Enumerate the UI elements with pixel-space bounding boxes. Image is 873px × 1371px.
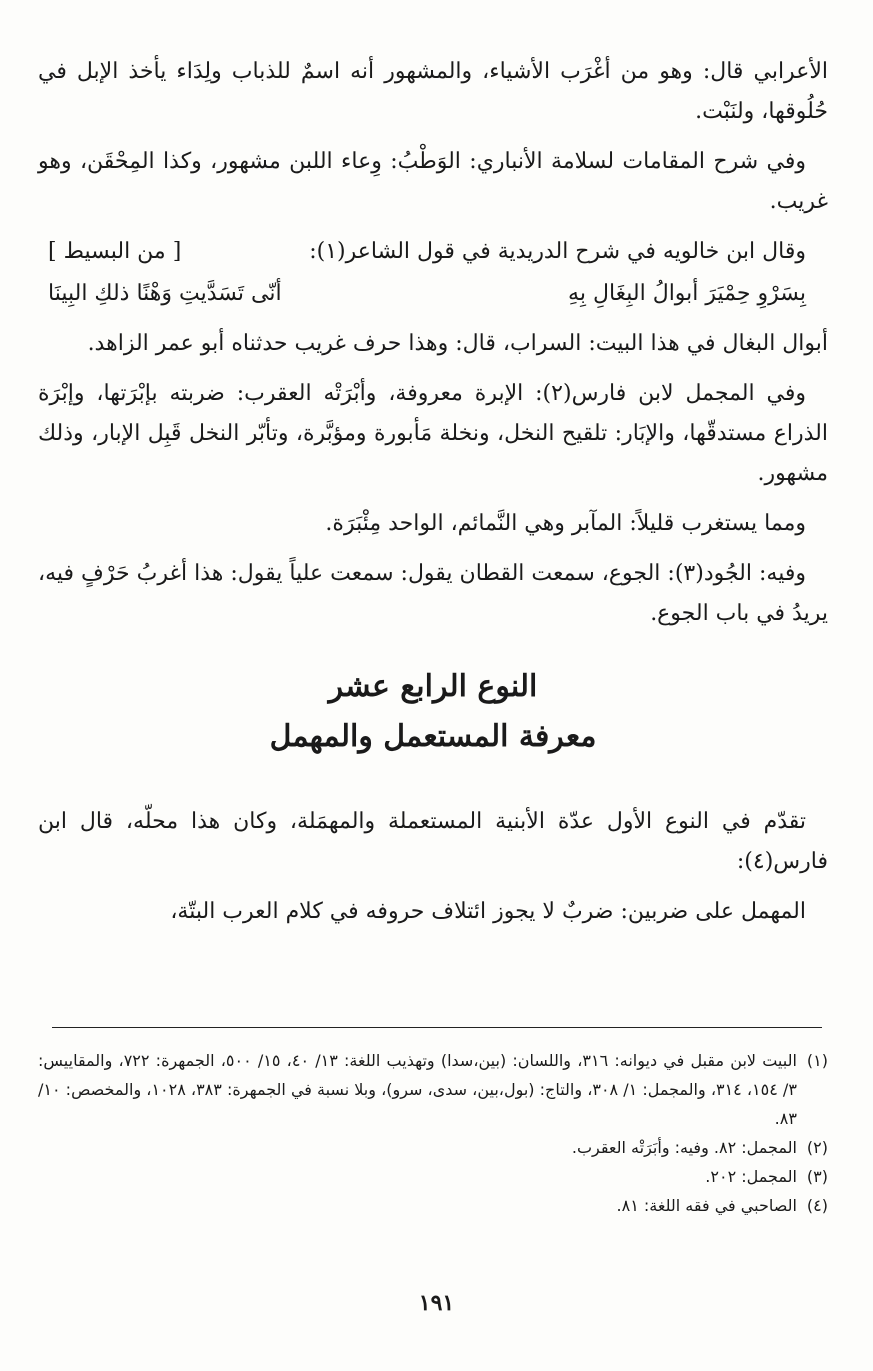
footnote-text: البيت لابن مقبل في ديوانه: ٣١٦، واللسان: (بين،سدا) وتهذيب اللغة: ١٣/ ٤٠، ١٥/ ٥٠٠، الجمهرة: ٧٢٢، والمقاييس: ٣/ ١٥٤، ٣١٤، والمجمل: ١/ ٣٠٨، والتاج: (بول،بين، سدى، سرو)، وبلا نسبة في الجمهرة: ٣٨٣، ١٠٢٨، والمخصص: ١٠/ ٨٣. [38, 1051, 797, 1128]
footnote-divider [52, 1027, 822, 1028]
footnote-number: (٢) [806, 1138, 828, 1157]
page-body [38, 52, 828, 942]
paragraph: المهمل على ضربين: ضربٌ لا يجوز ائتلاف حروفه في كلام العرب البتّة، [170, 899, 806, 924]
footnote [38, 1162, 828, 1191]
verse-hemistich-second: أنّى تَسَدَّيتِ وَهْنًا ذلكِ البِينَا [48, 281, 282, 306]
paragraph: تقدّم في النوع الأول عدّة الأبنية المستعملة والمهمَلة، وكان هذا محلّه، قال ابن فارس(٤): [38, 809, 828, 874]
verse-intro-text: وقال ابن خالويه في شرح الدريدية في قول الشاعر(١): [309, 239, 806, 264]
footnote [38, 1046, 828, 1133]
footnote-number: (١) [806, 1051, 828, 1070]
paragraph: ومما يستغرب قليلاً: المآبر وهي النَّمائم، الواحد مِئْبَرَة. [325, 511, 806, 536]
footnote [38, 1191, 828, 1220]
page-number: ١٩١ [418, 1290, 455, 1316]
meter-tag: [ من البسيط ] [48, 239, 182, 264]
section-heading: النوع الرابع عشر [328, 669, 538, 704]
verse-intro [38, 232, 828, 272]
paragraph: وفي المجمل لابن فارس(٢): الإبرة معروفة، وأبْرَتْه العقرب: ضربته بإبْرَتها، وإبْرَة الذراع مستدقّها، والإبَار: تلقيح النخل، ونخلة مَأبورة ومؤبَّرة، وتأبّر النخل قَبِل الإبار، وذلك مشهور. [38, 381, 828, 486]
paragraph: وفي شرح المقامات لسلامة الأنباري: الوَطْبُ: وِعاء اللبن مشهور، وكذا المِحْقَن، وهو غريب. [38, 149, 828, 214]
paragraph: أبوال البغال في هذا البيت: السراب، قال: وهذا حرف غريب حدثناه أبو عمر الزاهد. [87, 331, 828, 356]
footnote-text: الصاحبي في فقه اللغة: ٨١. [616, 1196, 797, 1215]
footnote [38, 1133, 828, 1162]
footnote-text: المجمل: ٢٠٢. [705, 1167, 797, 1186]
footnote-text: المجمل: ٨٢. وفيه: وأبَرَتْه العقرب. [571, 1138, 797, 1157]
verse-hemistich-first: بِسَرْوِ حِمْيَرَ أبوالُ البِغَالِ بِهِ [568, 281, 806, 306]
paragraph: الأعرابي قال: وهو من أغْرَب الأشياء، والمشهور أنه اسمٌ للذباب ولِدَاء يأخذ الإبل في حُلُوقها، ولنَبْت. [38, 59, 828, 124]
paragraph: وفيه: الجُود(٣): الجوع، سمعت القطان يقول: سمعت علياً يقول: هذا أغربُ حَرْفٍ فيه، يريدُ في باب الجوع. [38, 561, 828, 626]
footnote-number: (٣) [806, 1167, 828, 1186]
footnotes [38, 1046, 828, 1220]
section-subheading: معرفة المستعمل والمهمل [269, 719, 597, 754]
footnote-number: (٤) [806, 1196, 828, 1215]
poetry-verse [38, 272, 828, 316]
